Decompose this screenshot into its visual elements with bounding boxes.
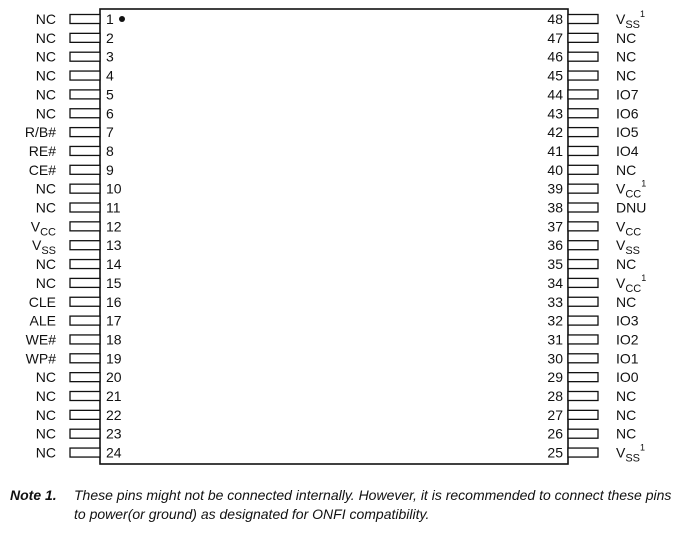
pin-46-signal: NC [616, 48, 637, 65]
pin-42-signal: IO5 [616, 124, 639, 141]
pin-19-signal: WP# [25, 350, 56, 367]
pin-30-lead [568, 354, 598, 363]
pin-36-signal: $V_{SS}$ [616, 237, 641, 258]
pin-15-lead [70, 278, 100, 287]
pin-2-signal: NC [35, 29, 56, 46]
pin-45-signal: NC [616, 67, 637, 84]
pin-38-number: 38 [547, 199, 563, 216]
pin-13-signal: $V_{SS}$ [31, 237, 56, 258]
pin-1-signal: NC [35, 11, 56, 27]
pins-group [25, 9, 646, 465]
pin-10-signal: NC [35, 180, 56, 197]
pin-35-lead [568, 260, 598, 269]
pin-43-number: 43 [547, 105, 563, 122]
pin-46-lead [568, 52, 598, 61]
pin-34-lead [568, 278, 598, 287]
pin-39-signal: $V_{CC}^1$ [616, 178, 647, 201]
pin-15-signal: NC [35, 274, 56, 291]
pin-36-number: 36 [547, 237, 563, 254]
pin-29-number: 29 [547, 369, 563, 386]
pin-25-number: 25 [547, 444, 563, 461]
pin-14-signal: NC [35, 256, 56, 273]
pin-31-lead [568, 335, 598, 344]
pin-24-number: 24 [106, 444, 122, 461]
pin1-indicator-dot [119, 16, 125, 22]
pin-18-lead [70, 335, 100, 344]
pin-18-number: 18 [106, 331, 122, 348]
pin-30-number: 30 [547, 350, 563, 367]
pin-16-signal: CLE [28, 293, 56, 310]
pin-20-signal: NC [35, 369, 56, 386]
pin-8-signal: RE# [28, 142, 56, 159]
pin-17-number: 17 [106, 312, 122, 329]
pin-11-number: 11 [106, 199, 121, 216]
pin-8-lead [70, 146, 100, 155]
pin-26-number: 26 [547, 425, 563, 442]
pin-48-number: 48 [547, 11, 563, 27]
pin-41-lead [568, 146, 598, 155]
pin-47-signal: NC [616, 29, 637, 46]
pin-44-signal: IO7 [616, 86, 639, 103]
pin-14-number: 14 [106, 256, 122, 273]
pin-25-lead [568, 448, 598, 457]
pin-24-signal: NC [35, 444, 56, 461]
pin-37-signal: $V_{CC}$ [616, 218, 642, 239]
pin-22-signal: NC [35, 406, 56, 423]
note-label: Note 1. [10, 487, 57, 503]
pin-35-signal: NC [616, 256, 637, 273]
pin-8-number: 8 [106, 142, 114, 159]
package-body [100, 9, 568, 464]
pin-6-signal: NC [35, 105, 56, 122]
pin-21-number: 21 [106, 388, 122, 404]
pin-31-number: 31 [547, 331, 563, 348]
pin-23-signal: NC [35, 425, 56, 442]
pin-47-lead [568, 33, 598, 42]
pin-38-lead [568, 203, 598, 212]
pin-40-number: 40 [547, 161, 563, 178]
pin-32-number: 32 [547, 312, 563, 329]
pin-33-signal: NC [616, 293, 637, 310]
pin-9-number: 9 [106, 161, 114, 178]
pin-3-number: 3 [106, 48, 114, 65]
pin-35-number: 35 [547, 256, 563, 273]
pin-12-number: 12 [106, 218, 122, 235]
pin-12-signal: $V_{CC}$ [30, 218, 56, 239]
pin-28-number: 28 [547, 388, 563, 404]
pin-9-signal: CE# [28, 161, 56, 178]
pin-11-lead [70, 203, 100, 212]
pin-14-lead [70, 260, 100, 269]
pin-26-lead [568, 429, 598, 438]
pin-34-number: 34 [547, 274, 563, 291]
pin-44-number: 44 [547, 86, 563, 103]
pin-39-number: 39 [547, 180, 563, 197]
pin-28-lead [568, 392, 598, 401]
pin-44-lead [568, 90, 598, 99]
pin-47-number: 47 [547, 29, 563, 46]
pin-11-signal: NC [35, 199, 56, 216]
pin-45-lead [568, 71, 598, 80]
pin-7-signal: R/B# [24, 124, 56, 141]
pin-40-signal: NC [616, 161, 637, 178]
pin-27-number: 27 [547, 406, 563, 423]
pin-37-lead [568, 222, 598, 231]
pin-23-number: 23 [106, 425, 122, 442]
pin-5-lead [70, 90, 100, 99]
pin-1-lead [70, 15, 100, 24]
pin-29-signal: IO0 [616, 369, 639, 386]
pin-17-signal: ALE [29, 312, 56, 329]
pin-45-number: 45 [547, 67, 563, 84]
pin-16-number: 16 [106, 293, 122, 310]
pin-27-signal: NC [616, 406, 637, 423]
pin-41-signal: IO4 [616, 142, 639, 159]
pin-2-number: 2 [106, 29, 114, 46]
pin-6-number: 6 [106, 105, 114, 122]
pin-4-signal: NC [35, 67, 56, 84]
pin-32-signal: IO3 [616, 312, 639, 329]
pin-13-number: 13 [106, 237, 122, 254]
pin-19-number: 19 [106, 350, 122, 367]
note-text: These pins might not be connected internally. However, it is recommended to connect these pins to power(or ground) as designated for ONFI compatibility. [74, 487, 672, 522]
pin-7-number: 7 [106, 124, 114, 141]
pin-12-lead [70, 222, 100, 231]
pin-15-number: 15 [106, 274, 122, 291]
pin-10-number: 10 [106, 180, 122, 197]
pin-22-number: 22 [106, 406, 122, 423]
pin-19-lead [70, 354, 100, 363]
pin-48-lead [568, 15, 598, 24]
pin-13-lead [70, 241, 100, 250]
pin-20-number: 20 [106, 369, 122, 386]
pin-33-number: 33 [547, 293, 563, 310]
pin-4-lead [70, 71, 100, 80]
pin-3-lead [70, 52, 100, 61]
pin-5-signal: NC [35, 86, 56, 103]
pin-23-lead [70, 429, 100, 438]
pin-28-signal: NC [616, 388, 637, 404]
pin-1-number: 1 [106, 11, 114, 27]
pin-36-lead [568, 241, 598, 250]
pin-3-signal: NC [35, 48, 56, 65]
pin-21-signal: NC [35, 388, 56, 404]
pin-16-lead [70, 297, 100, 306]
pin-30-signal: IO1 [616, 350, 639, 367]
pin-7-lead [70, 128, 100, 137]
pin-46-number: 46 [547, 48, 563, 65]
pin-27-lead [568, 410, 598, 419]
pin-38-signal: DNU [616, 199, 647, 216]
pin-2-lead [70, 33, 100, 42]
pin-40-lead [568, 165, 598, 174]
pin-29-lead [568, 373, 598, 382]
pin-20-lead [70, 373, 100, 382]
pin-31-signal: IO2 [616, 331, 639, 348]
pin-26-signal: NC [616, 425, 637, 442]
pin-41-number: 41 [547, 142, 563, 159]
pin-43-lead [568, 109, 598, 118]
pin-6-lead [70, 109, 100, 118]
pin-48-signal: $V_{SS}^1$ [616, 9, 646, 31]
pin-37-number: 37 [547, 218, 563, 235]
pin-4-number: 4 [106, 67, 114, 84]
pin-42-number: 42 [547, 124, 563, 141]
pin-5-number: 5 [106, 86, 114, 103]
pin-21-lead [70, 392, 100, 401]
pin-25-signal: $V_{SS}^1$ [616, 442, 646, 465]
pin-42-lead [568, 128, 598, 137]
pin-22-lead [70, 410, 100, 419]
pin-43-signal: IO6 [616, 105, 639, 122]
pin-33-lead [568, 297, 598, 306]
pin-17-lead [70, 316, 100, 325]
pin-18-signal: WE# [25, 331, 56, 348]
pin-34-signal: $V_{CC}^1$ [616, 272, 647, 295]
pin-39-lead [568, 184, 598, 193]
pin-10-lead [70, 184, 100, 193]
pin-24-lead [70, 448, 100, 457]
pin-32-lead [568, 316, 598, 325]
pin-9-lead [70, 165, 100, 174]
